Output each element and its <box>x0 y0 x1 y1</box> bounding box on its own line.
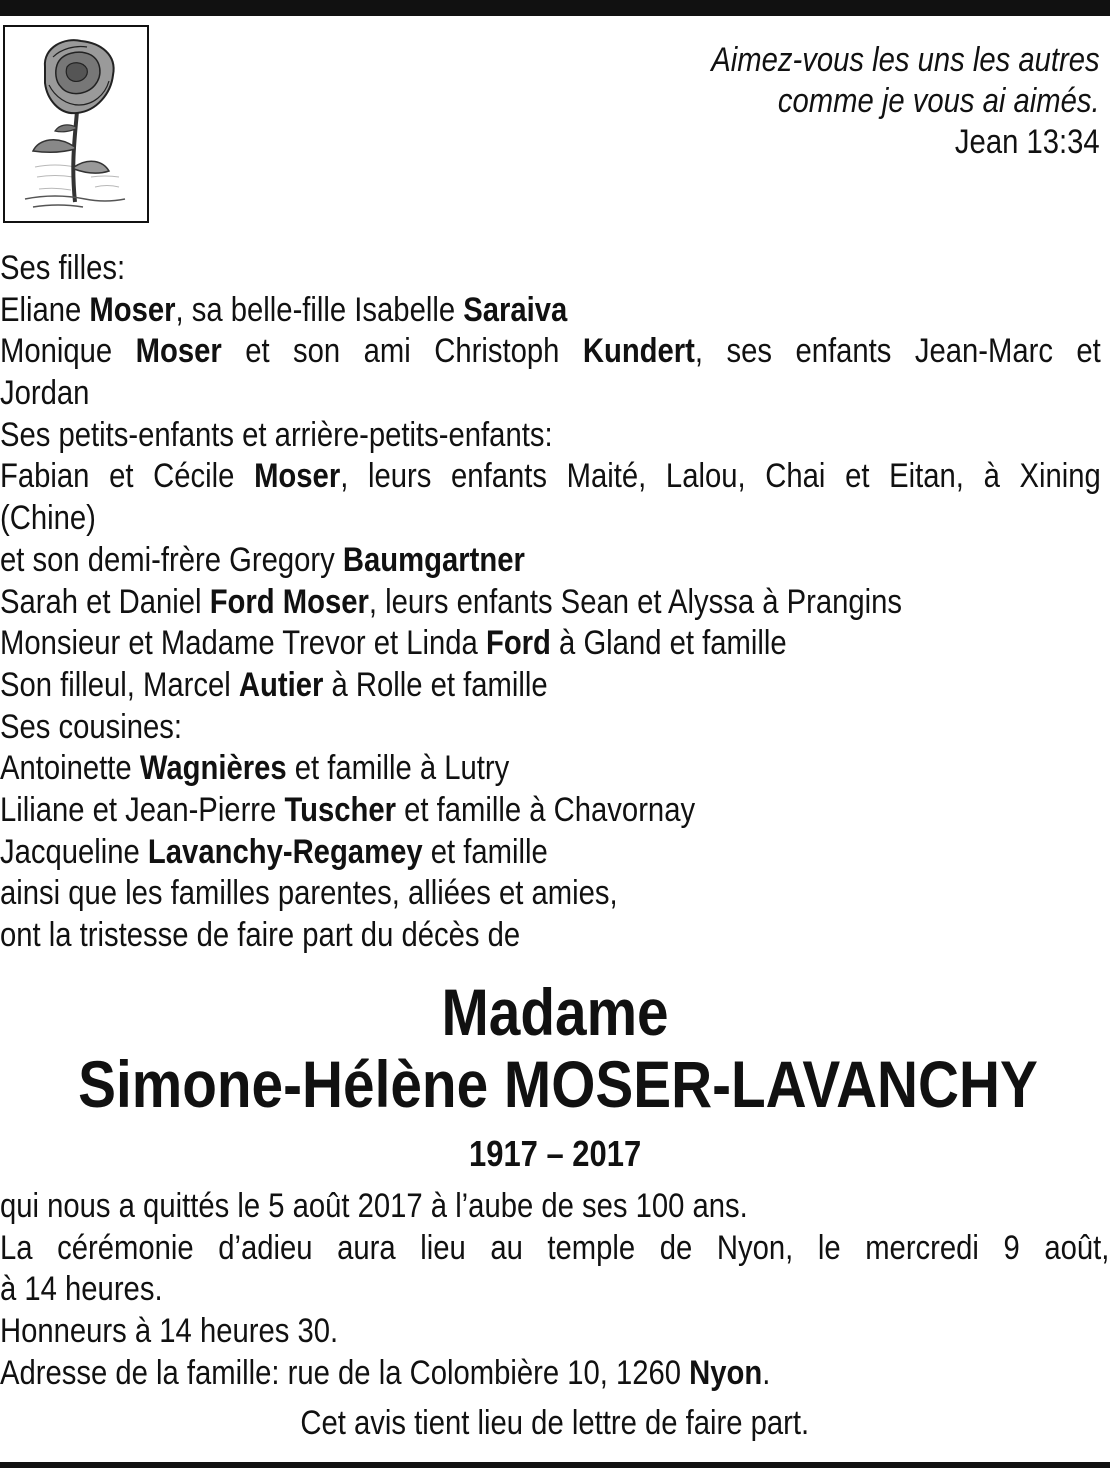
family-line-monique-cont: Jordan <box>0 374 90 413</box>
family-line-eliane: Eliane Moser, sa belle-fille Isabelle Saraiva <box>0 290 568 329</box>
honours-line: Honneurs à 14 heures 30. <box>0 1312 339 1351</box>
top-border-rule <box>0 0 1110 16</box>
ceremony-line-cont: à 14 heures. <box>0 1270 163 1309</box>
cousins-heading: Ses cousines: <box>0 707 183 746</box>
funeral-details <box>0 1186 1109 1394</box>
deceased-title: Madame <box>441 975 669 1049</box>
deceased-years: 1917 – 2017 <box>468 1133 642 1174</box>
bible-verse <box>712 40 1100 163</box>
ceremony-line: La cérémonie d’adieu aura lieu au temple de Nyon, le mercredi 9 août, <box>0 1228 1110 1267</box>
grandchildren-heading: Ses petits-enfants et arrière-petits-enfants: <box>0 415 553 454</box>
address-line: Adresse de la famille: rue de la Colombière 10, 1260 Nyon. <box>0 1353 771 1392</box>
closing-note: Cet avis tient lieu de lettre de faire part. <box>300 1404 810 1442</box>
verse-reference: Jean 13:34 <box>955 123 1100 161</box>
family-list <box>0 248 1101 957</box>
family-line-gregory: et son demi-frère Gregory Baumgartner <box>0 540 525 579</box>
rose-illustration <box>3 25 149 223</box>
announcement-line: ont la tristesse de faire part du décès de <box>0 916 521 954</box>
family-line-godson: Son filleul, Marcel Autier à Rolle et famille <box>0 665 548 704</box>
family-line-fabian: Fabian et Cécile Moser, leurs enfants Maité, Lalou, Chai et Eitan, à Xining <box>0 457 1101 496</box>
family-line-trevor: Monsieur et Madame Trevor et Linda Ford à Gland et famille <box>0 624 787 663</box>
family-line-liliane: Liliane et Jean-Pierre Tuscher et famille à Chavornay <box>0 790 696 829</box>
verse-line-2: comme je vous ai aimés. <box>778 82 1100 120</box>
passed-line: qui nous a quittés le 5 août 2017 à l’aube de ses 100 ans. <box>0 1187 748 1225</box>
allies-line: ainsi que les familles parentes, alliées et amies, <box>0 874 618 913</box>
family-line-sarah: Sarah et Daniel Ford Moser, leurs enfants Sean et Alyssa à Prangins <box>0 582 903 621</box>
bottom-border-rule <box>0 1462 1110 1468</box>
family-line-fabian-cont: (Chine) <box>0 499 96 538</box>
family-line-monique: Monique Moser et son ami Christoph Kundert, ses enfants Jean-Marc et <box>0 332 1101 371</box>
family-line-antoinette: Antoinette Wagnières et famille à Lutry <box>0 749 510 788</box>
family-line-jacqueline: Jacqueline Lavanchy-Regamey et famille <box>0 832 548 871</box>
rose-icon <box>5 27 147 221</box>
daughters-heading: Ses filles: <box>0 249 126 287</box>
deceased-name: Simone-Hélène MOSER-LAVANCHY <box>78 1047 1038 1121</box>
verse-line-1: Aimez-vous les uns les autres <box>711 41 1100 79</box>
